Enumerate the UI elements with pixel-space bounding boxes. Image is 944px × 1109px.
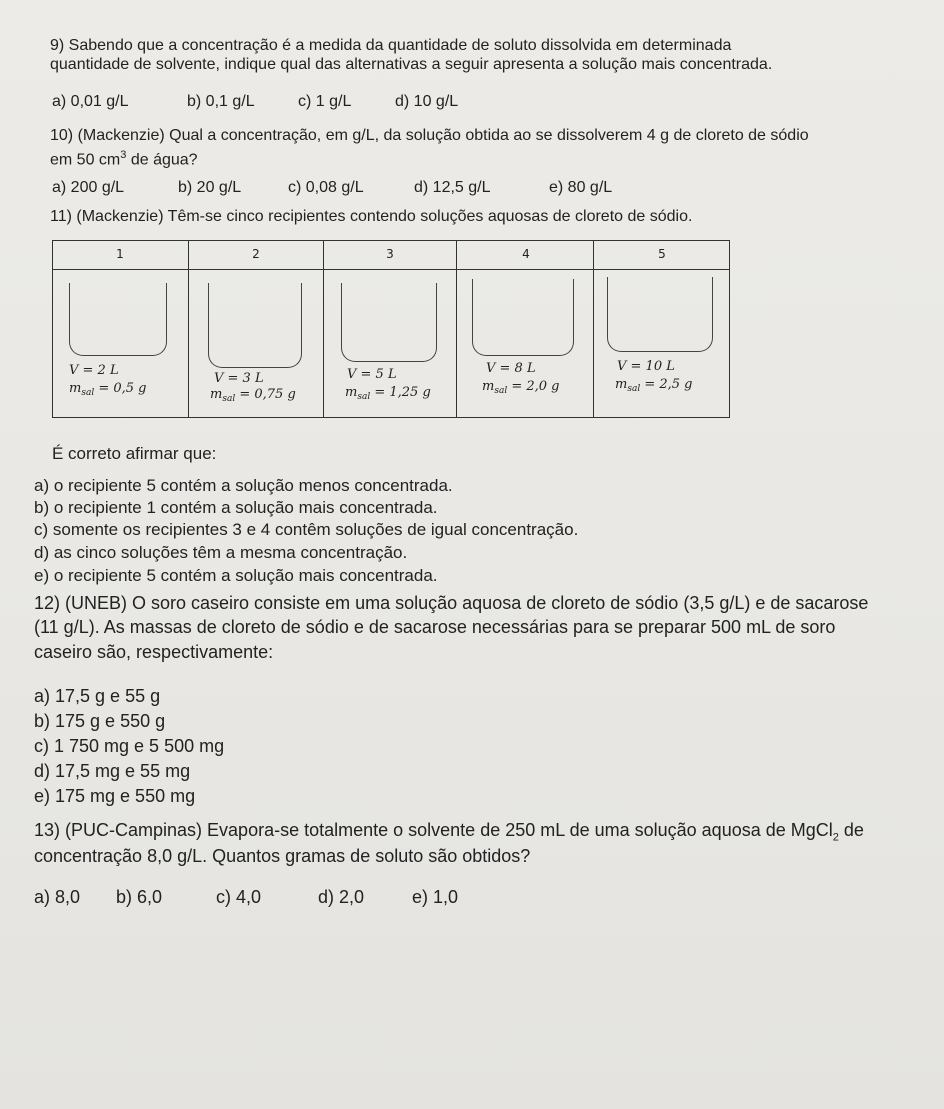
q12-option-b: b) 175 g e 550 g [34,711,166,731]
q11-prompt: É correto afirmar que: [52,444,217,463]
container-cell-1 [53,269,188,417]
container-volume-3: V = 5 L [347,367,397,382]
container-mass-2: $m_{sal} = 0,75$ g [210,387,296,404]
q11-option-a: a) o recipiente 5 contém a solução menos concentrada. [34,476,453,495]
beaker-2 [208,283,302,368]
beaker-1 [69,283,167,356]
container-cell-5 [593,269,729,417]
container-volume-4: V = 8 L [486,361,536,376]
container-mass-5: $m_{sal} = 2,5$ g [615,377,693,394]
container-volume-2: V = 3 L [214,371,264,386]
q12-text-line3: caseiro são, respectivamente: [34,642,274,662]
q13-option-d: d) 2,0 [318,887,365,907]
q10-option-c: c) 0,08 g/L [288,179,364,196]
q9-text-line2: quantidade de solvente, indique qual das alternativas a seguir apresenta a solução mais concentrada. [50,56,773,73]
q12-option-e: e) 175 mg e 550 mg [34,786,196,806]
container-number-5: 5 [658,247,666,261]
beaker-5 [607,277,713,352]
q13-text-line1: 13) (PUC-Campinas) Evapora-se totalmente o solvente de 250 mL de uma solução aquosa de MgCl$_2$ de [34,820,864,844]
container-cell-4 [456,269,593,417]
q9-option-c: c) 1 g/L [298,93,352,110]
containers-table [52,240,730,418]
q11-option-b: b) o recipiente 1 contém a solução mais concentrada. [34,498,438,517]
container-cell-3 [323,269,456,417]
q10-option-e: e) 80 g/L [549,179,613,196]
q12-option-c: c) 1 750 mg e 5 500 mg [34,736,225,756]
container-number-1: 1 [116,247,124,261]
beaker-3 [341,283,437,362]
q12-option-a: a) 17,5 g e 55 g [34,686,161,706]
q10-option-a: a) 200 g/L [52,179,125,196]
q13-option-e: e) 1,0 [412,887,459,907]
q11-option-e: e) o recipiente 5 contém a solução mais concentrada. [34,566,438,585]
q9-option-d: d) 10 g/L [395,93,459,110]
q10-option-b: b) 20 g/L [178,179,242,196]
q12-text-line2: (11 g/L). As massas de cloreto de sódio e de sacarose necessárias para se preparar 500 mL de soro [34,617,836,637]
container-number-4: 4 [522,247,530,261]
beaker-4 [472,279,574,356]
q10-text-line2: em 50 $cm^3$ de água? [50,149,198,169]
container-mass-3: $m_{sal} = 1,25$ g [345,385,431,402]
container-mass-1: $m_{sal} = 0,5$ g [69,381,147,398]
q13-option-a: a) 8,0 [34,887,81,907]
q9-option-b: b) 0,1 g/L [187,93,255,110]
q9-option-a: a) 0,01 g/L [52,93,129,110]
q11-option-c: c) somente os recipientes 3 e 4 contêm soluções de igual concentração. [34,520,579,539]
container-cell-2 [188,269,323,417]
q12-text-line1: 12) (UNEB) O soro caseiro consiste em uma solução aquosa de cloreto de sódio (3,5 g/L) e de sacarose [34,593,869,613]
q10-option-d: d) 12,5 g/L [414,179,491,196]
container-volume-5: V = 10 L [617,359,675,374]
container-mass-4: $m_{sal} = 2,0$ g [482,379,560,396]
q9-text-line1: 9) Sabendo que a concentração é a medida da quantidade de soluto dissolvida em determinada [50,37,732,54]
q10-text-line1: 10) (Mackenzie) Qual a concentração, em g/L, da solução obtida ao se dissolverem 4 g de cloreto de sódio [50,127,809,144]
container-number-2: 2 [252,247,260,261]
container-number-3: 3 [386,247,394,261]
q11-option-d: d) as cinco soluções têm a mesma concentração. [34,543,408,562]
q13-text-line2: concentração 8,0 g/L. Quantos gramas de soluto são obtidos? [34,846,531,866]
q13-option-c: c) 4,0 [216,887,262,907]
q13-option-b: b) 6,0 [116,887,163,907]
q12-option-d: d) 17,5 mg e 55 mg [34,761,191,781]
container-volume-1: V = 2 L [69,363,119,378]
q11-text-line1: 11) (Mackenzie) Têm-se cinco recipientes contendo soluções aquosas de cloreto de sódio. [50,208,693,225]
